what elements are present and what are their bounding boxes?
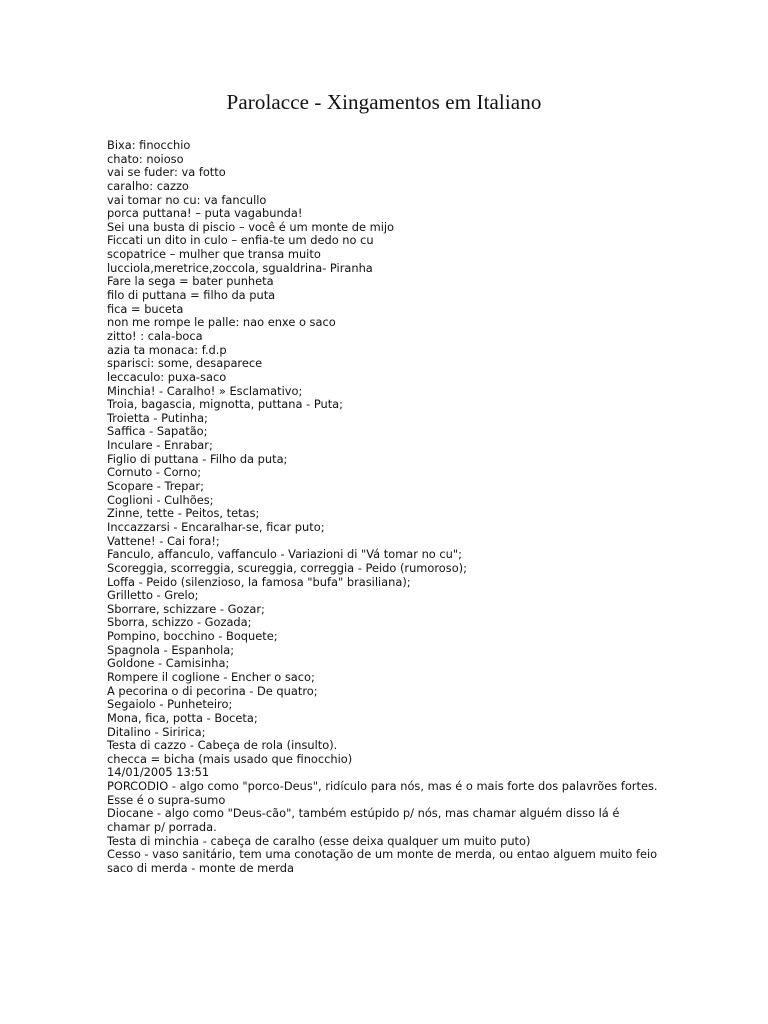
text-line: Inccazzarsi - Encaralhar-se, ficar puto;	[107, 519, 325, 534]
text-line: Testa di minchia - cabeça de caralho (esse deixa qualquer um muito puto)	[107, 833, 531, 848]
text-line: Ficcati un dito in culo – enfia-te um dedo no cu	[107, 233, 374, 248]
text-line: Scoreggia, scorreggia, scureggia, correggia - Peido (rumoroso);	[107, 560, 467, 575]
text-line: Fanculo, affanculo, vaffanculo - Variazioni di "Vá tomar no cu";	[107, 547, 462, 562]
page-title: Parolacce - Xingamentos em Italiano	[226, 90, 542, 114]
text-line: Inculare - Enrabar;	[107, 438, 213, 453]
text-line: Scopare - Trepar;	[107, 479, 204, 494]
text-line: zitto! : cala-boca	[107, 328, 203, 343]
text-line: A pecorina o di pecorina - De quatro;	[107, 683, 318, 698]
text-line: Bixa: finocchio	[107, 138, 191, 152]
text-line: Vattene! - Cai fora!;	[107, 533, 220, 548]
text-line: Coglioni - Culhões;	[107, 492, 214, 507]
text-line: saco di merda - monte de merda	[107, 860, 294, 875]
text-line: Diocane - algo como "Deus-cão", também estúpido p/ nós, mas chamar alguém disso lá é	[107, 806, 620, 821]
text-line: checca = bicha (mais usado que finocchio)	[107, 751, 353, 766]
text-line: Ditalino - Siririca;	[107, 724, 206, 739]
text-line: filo di puttana = filho da puta	[107, 288, 276, 303]
text-line: lucciola,meretrice,zoccola, sgualdrina- Piranha	[107, 260, 373, 275]
text-line: 14/01/2005 13:51	[107, 765, 210, 780]
text-line: scopatrice – mulher que transa muito	[107, 247, 321, 262]
text-line: Cesso - vaso sanitário, tem uma conotação de um monte de merda, ou entao alguem muito feio	[107, 847, 658, 862]
text-line: Sborra, schizzo - Gozada;	[107, 615, 252, 630]
text-line: Figlio di puttana - Filho da puta;	[107, 451, 288, 466]
text-line: chamar p/ porrada.	[107, 820, 217, 835]
text-line: Zinne, tette - Peitos, tetas;	[107, 506, 260, 521]
text-line: Goldone - Camisinha;	[107, 656, 230, 671]
text-line: Fare la sega = bater punheta	[107, 274, 274, 289]
text-line: Mona, fica, potta - Boceta;	[107, 710, 258, 725]
text-line: Grilletto - Grelo;	[107, 588, 199, 603]
text-line: vai se fuder: va fotto	[107, 165, 226, 180]
text-line: Troia, bagascia, mignotta, puttana - Puta;	[107, 397, 343, 412]
text-line: chato: noioso	[107, 151, 184, 166]
text-line: non me rompe le palle: nao enxe o saco	[107, 315, 336, 330]
text-line: Loffa - Peido (silenzioso, la famosa "bufa" brasiliana);	[107, 574, 411, 589]
text-line: Testa di cazzo - Cabeça de rola (insulto).	[107, 738, 338, 753]
text-line: Segaiolo - Punheteiro;	[107, 697, 233, 712]
text-line: porca puttana! – puta vagabunda!	[107, 206, 303, 221]
text-line: Cornuto - Corno;	[107, 465, 202, 480]
text-line: Rompere il coglione - Encher o saco;	[107, 669, 315, 684]
text-line: vai tomar no cu: va fancullo	[107, 192, 267, 207]
text-line: PORCODIO - algo como "porco-Deus", ridículo para nós, mas é o mais forte dos palavrões fortes.	[107, 779, 658, 794]
document-body	[107, 139, 707, 876]
text-line: Pompino, bocchino - Boquete;	[107, 629, 278, 644]
text-line: azia ta monaca: f.d.p	[107, 342, 227, 357]
text-line: Spagnola - Espanhola;	[107, 642, 235, 657]
text-line: Troietta - Putinha;	[107, 410, 208, 425]
text-line: caralho: cazzo	[107, 178, 189, 193]
text-line: fica = buceta	[107, 301, 184, 316]
text-line: sparisci: some, desaparece	[107, 356, 263, 371]
text-line: Sei una busta di piscio – você é um monte de mijo	[107, 219, 394, 234]
text-line: Esse é o supra-sumo	[107, 792, 226, 807]
text-line: Sborrare, schizzare - Gozar;	[107, 601, 265, 616]
text-line: Saffica - Sapatão;	[107, 424, 208, 439]
text-line: leccaculo: puxa-saco	[107, 369, 227, 384]
text-line: Minchia! - Caralho! » Esclamativo;	[107, 383, 303, 398]
